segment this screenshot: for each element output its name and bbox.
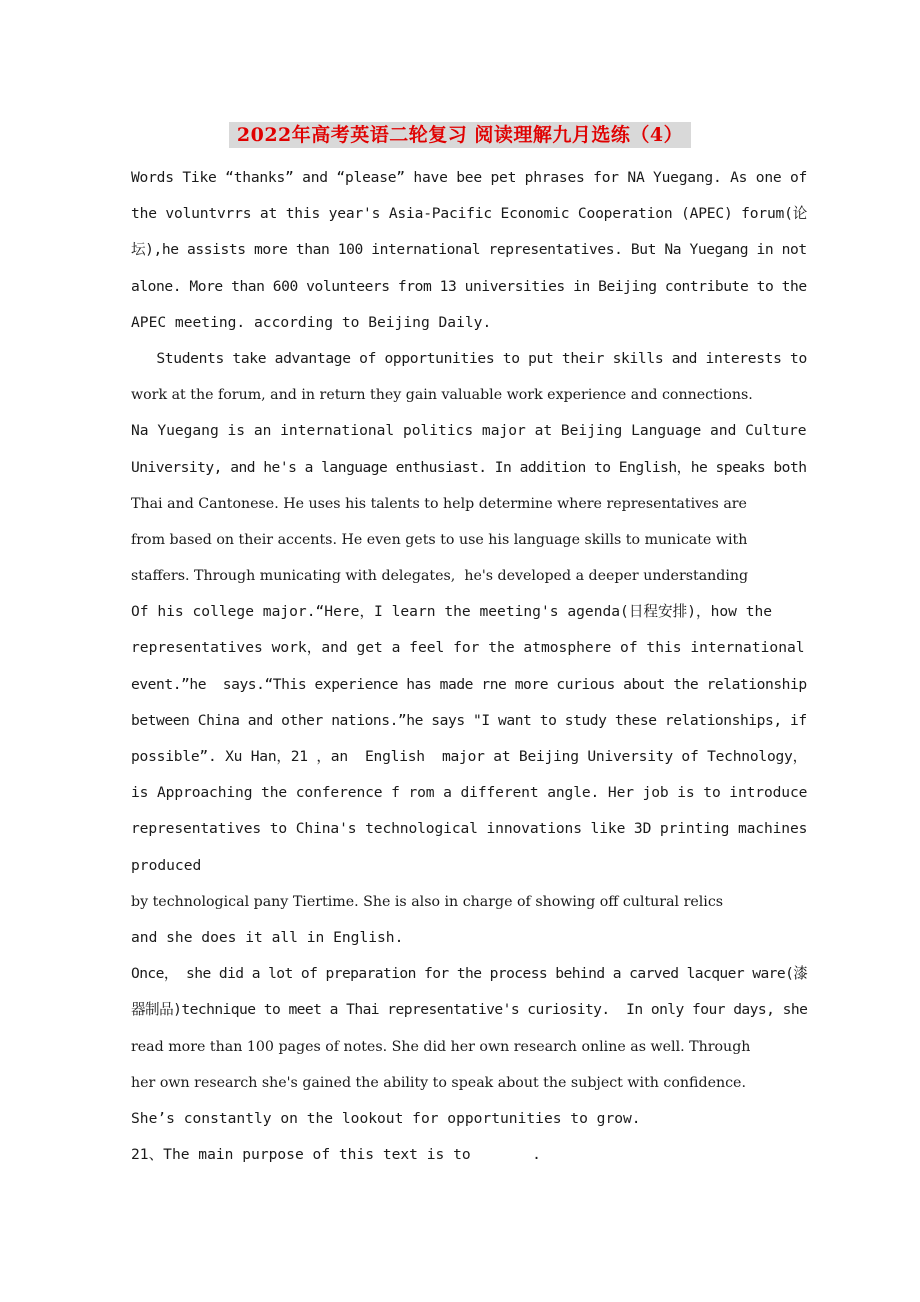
text-line: alone. More than 600 volunteers from 13 universities in Beijing contribute to the — [131, 277, 807, 295]
text-line: the voluntvrrs at this year's Asia-Pacific Economic Cooperation (APEC) forum(论 — [131, 205, 808, 223]
text-line: Once， she did a lot of preparation for the process behind a carved lacquer ware(漆 — [131, 965, 808, 983]
text-line: staffers. Through municating with delegates, he's developed a deeper understanding — [131, 568, 749, 585]
text-line: from based on their accents. He even gets to use his language skills to municate with — [131, 531, 748, 548]
text-line: Thai and Cantonese. He uses his talents to help determine where representatives are — [131, 495, 747, 512]
text-line: University, and he's a language enthusiast. In addition to English，he speaks both — [131, 458, 807, 476]
text-line: event.”he says.“This experience has made rne more curious about the relationship — [131, 675, 807, 693]
text-line: by technological pany Tiertime. She is also in charge of showing off cultural relics — [131, 893, 724, 910]
text-line: and she does it all in English. — [131, 928, 404, 946]
text-line: Na Yuegang is an international politics major at Beijing Language and Culture — [131, 422, 807, 440]
title-container — [0, 122, 920, 148]
text-line: between China and other nations.”he says "I want to study these relationships, if — [131, 711, 807, 729]
text-line: work at the forum, and in return they gain valuable work experience and connections. — [131, 387, 753, 404]
text-line: Words Tike “thanks” and “please” have bee pet phrases for NA Yuegang. As one of — [131, 169, 808, 186]
text-line: APEC meeting. according to Beijing Daily. — [131, 313, 492, 331]
text-line: is Approaching the conference f rom a different angle. Her job is to introduce — [131, 784, 808, 802]
text-line: read more than 100 pages of notes. She did her own research online as well. Through — [131, 1038, 751, 1055]
text-line: Of his college major.“Here，I learn the meeting's agenda(日程安排)，how the — [131, 603, 773, 621]
text-line: representatives work，and get a feel for the atmosphere of this international — [131, 639, 805, 657]
text-line: Students take advantage of opportunities to put their skills and interests to — [131, 349, 807, 367]
text-line: 器制品)technique to meet a Thai representative's curiosity. In only four days, she — [131, 1001, 808, 1019]
text-line: produced — [131, 856, 202, 874]
text-line: possible”. Xu Han，21 ，an English major at Beijing University of Technology， — [131, 748, 807, 765]
text-line: 坛),he assists more than 100 international representatives. But Na Yuegang in not — [131, 241, 807, 259]
text-line: her own research she's gained the ability to speak about the subject with confidence. — [131, 1074, 746, 1091]
document-title: 2022年高考英语二轮复习 阅读理解九月选练（4） — [229, 122, 691, 148]
document-body — [131, 164, 807, 1177]
text-line: representatives to China's technological innovations like 3D printing machines — [131, 820, 808, 838]
text-line: She’s constantly on the lookout for opportunities to grow. — [131, 1109, 641, 1127]
text-line: 21、The main purpose of this text is to . — [131, 1146, 541, 1164]
